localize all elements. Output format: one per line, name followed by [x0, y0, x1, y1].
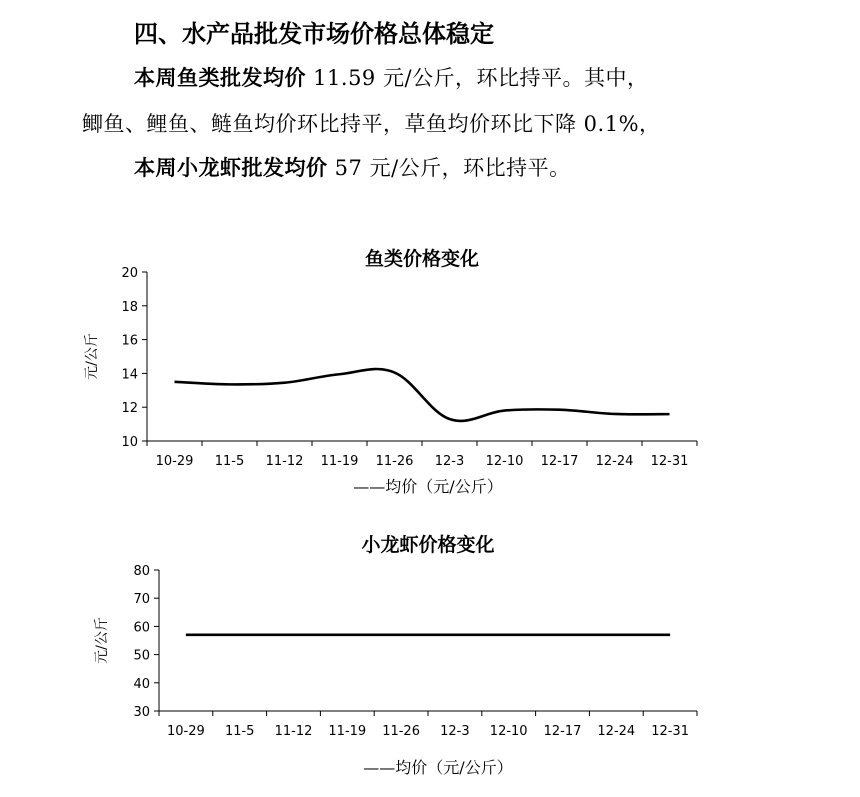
fish-series-line — [175, 369, 670, 421]
fish-x-tick-label: 12-17 — [540, 454, 579, 469]
shrimp-y-tick-label: 80 — [133, 564, 150, 579]
fish-x-tick-label: 10-29 — [155, 454, 194, 469]
shrimp-y-axis-label: 元/公斤 — [94, 617, 110, 664]
paragraph-shrimp-price — [134, 152, 571, 182]
shrimp-x-tick-label: 12-31 — [651, 724, 689, 739]
fish-x-tick-label: 12-3 — [434, 454, 465, 469]
shrimp-x-tick-label: 11-26 — [382, 724, 420, 739]
fish-x-tick-label: 12-24 — [595, 454, 634, 469]
fish-legend: ——均价（元/公斤） — [353, 477, 503, 496]
shrimp-y-tick-label: 70 — [133, 592, 150, 608]
fish-x-tick-label: 11-26 — [375, 454, 414, 469]
fish-y-tick-label: 10 — [121, 435, 138, 450]
fish-y-tick-label: 18 — [121, 299, 138, 315]
shrimp-y-tick-label: 40 — [133, 676, 150, 692]
shrimp-price-chart — [0, 520, 860, 797]
shrimp-x-tick-label: 12-10 — [489, 724, 528, 739]
shrimp-chart-title: 小龙虾价格变化 — [361, 534, 495, 556]
fish-x-tick-label: 12-31 — [650, 454, 689, 469]
fish-x-tick-label: 11-12 — [265, 454, 304, 469]
shrimp-x-tick-label: 12-17 — [543, 724, 582, 739]
shrimp-x-tick-label: 12-3 — [440, 724, 470, 739]
fish-price-lead: 本周鱼类批发均价 — [134, 66, 306, 90]
shrimp-y-tick-label: 30 — [133, 705, 150, 720]
fish-x-tick-label: 11-5 — [214, 454, 245, 469]
shrimp-x-tick-label: 10-29 — [167, 724, 205, 739]
shrimp-price-text: 57 元/公斤，环比持平。 — [327, 156, 571, 180]
shrimp-legend: ——均价（元/公斤） — [363, 758, 513, 777]
fish-price-text: 11.59 元/公斤，环比持平。其中， — [306, 66, 649, 90]
shrimp-x-tick-label: 11-19 — [328, 724, 367, 739]
shrimp-price-lead: 本周小龙虾批发均价 — [134, 156, 328, 180]
fish-y-tick-label: 14 — [121, 367, 138, 383]
paragraph-fish-price — [134, 62, 649, 92]
fish-y-tick-label: 12 — [121, 401, 138, 417]
shrimp-x-tick-label: 12-24 — [597, 724, 636, 739]
fish-x-tick-label: 11-19 — [320, 454, 359, 469]
shrimp-y-tick-label: 50 — [133, 648, 150, 664]
paragraph-fish-detail: 鲫鱼、鲤鱼、鲢鱼均价环比持平，草鱼均价环比下降 0.1%， — [82, 112, 661, 136]
fish-y-tick-label: 20 — [121, 266, 138, 281]
shrimp-x-tick-label: 11-12 — [274, 724, 313, 739]
fish-chart-title: 鱼类价格变化 — [364, 248, 480, 270]
shrimp-y-tick-label: 60 — [133, 620, 150, 636]
shrimp-x-tick-label: 11-5 — [224, 724, 255, 739]
fish-y-tick-label: 16 — [121, 333, 138, 349]
fish-price-chart — [0, 230, 860, 510]
section-heading: 四、水产品批发市场价格总体稳定 — [134, 20, 494, 48]
fish-x-tick-label: 12-10 — [485, 454, 524, 469]
fish-y-axis-label: 元/公斤 — [84, 333, 100, 380]
